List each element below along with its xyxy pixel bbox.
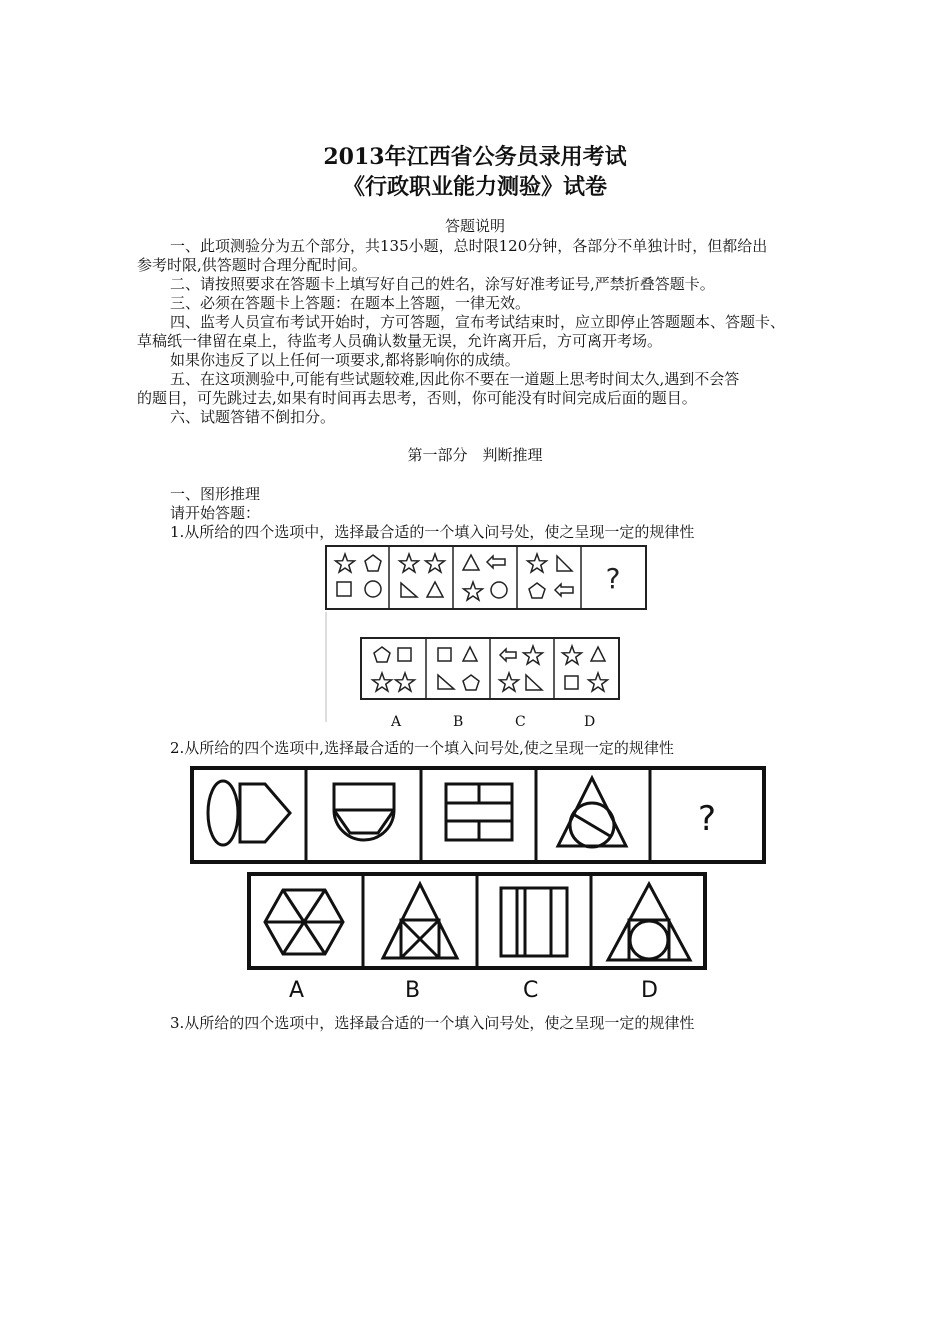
q1-option-b-label: B bbox=[453, 714, 464, 730]
q1-option-d-label: D bbox=[584, 714, 596, 730]
instruction-line: 六、试题答错不倒扣分。 bbox=[170, 408, 336, 426]
q1-option-a-label: A bbox=[391, 714, 402, 730]
part1-heading: 第一部分 判断推理 bbox=[407, 446, 543, 464]
instruction-line: 如果你违反了以上任何一项要求,都将影响你的成绩。 bbox=[170, 351, 520, 369]
instructions-heading: 答题说明 bbox=[444, 217, 505, 235]
question-3-text: 3.从所给的四个选项中，选择最合适的一个填入问号处，使之呈现一定的规律性 bbox=[170, 1014, 695, 1032]
instruction-line: 一、此项测验分为五个部分，共135小题，总时限120分钟，各部分不单独计时，但都给出 bbox=[170, 237, 768, 255]
q2-question-figure bbox=[190, 766, 766, 864]
instruction-line: 四、监考人员宣布考试开始时，方可答题，宣布考试结束时，应立即停止答题题本、答题卡、 bbox=[170, 313, 786, 331]
question-2-text: 2.从所给的四个选项中,选择最合适的一个填入问号处,使之呈现一定的规律性 bbox=[170, 739, 674, 757]
section-heading: 一、图形推理 bbox=[170, 485, 261, 503]
instruction-line: 三、必须在答题卡上答题：在题本上答题，一律无效。 bbox=[170, 294, 531, 312]
instruction-line: 参考时限,供答题时合理分配时间。 bbox=[137, 256, 367, 274]
instruction-line: 草稿纸一律留在桌上，待监考人员确认数量无误，允许离开后，方可离开考场。 bbox=[137, 332, 663, 350]
q2-option-d-label: D bbox=[641, 978, 658, 1003]
instruction-line: 的题目，可先跳过去,如果有时间再去思考，否则，你可能没有时间完成后面的题目。 bbox=[137, 389, 697, 407]
q2-options-figure bbox=[247, 872, 707, 972]
question-1-text: 1.从所给的四个选项中，选择最合适的一个填入问号处，使之呈现一定的规律性 bbox=[170, 523, 695, 541]
q1-divider-line bbox=[325, 612, 327, 722]
q1-question-figure bbox=[325, 545, 647, 611]
q1-options-figure bbox=[360, 637, 622, 703]
instruction-line: 五、在这项测验中,可能有些试题较难,因此你不要在一道题上思考时间太久,遇到不会答 bbox=[170, 370, 740, 388]
doc-title-line2: 《行政职业能力测验》试卷 bbox=[342, 174, 607, 200]
q1-option-c-label: C bbox=[515, 714, 526, 730]
question-mark: ? bbox=[605, 562, 621, 595]
instruction-line: 二、请按照要求在答题卡上填写好自己的姓名，涂写好准考证号,严禁折叠答题卡。 bbox=[170, 275, 715, 293]
doc-title-line1: 2013年江西省公务员录用考试 bbox=[323, 144, 627, 170]
q2-option-b-label: B bbox=[405, 978, 421, 1003]
start-prompt: 请开始答题： bbox=[170, 504, 261, 522]
question-mark: ? bbox=[697, 799, 717, 839]
q2-option-a-label: A bbox=[289, 978, 305, 1003]
q2-option-c-label: C bbox=[523, 978, 539, 1003]
